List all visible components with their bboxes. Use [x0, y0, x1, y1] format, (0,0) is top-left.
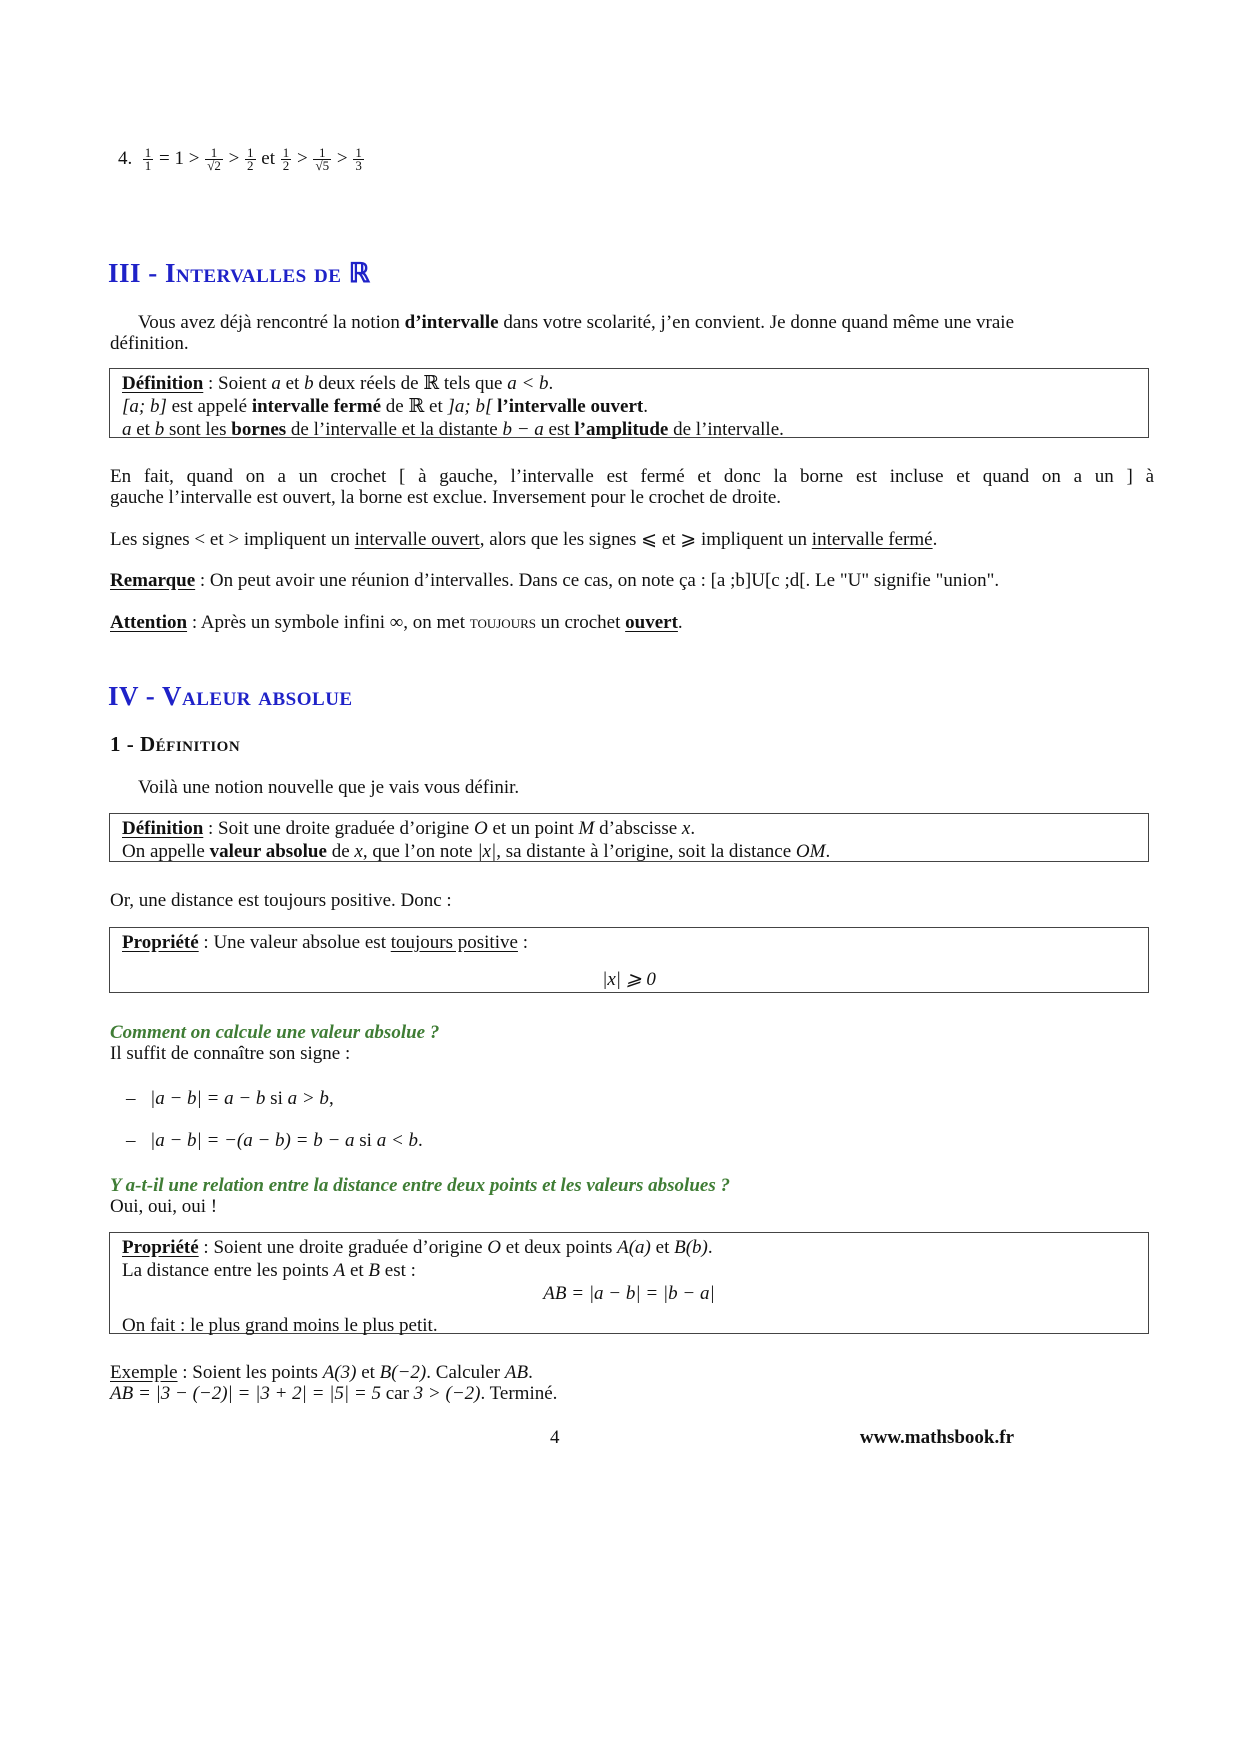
page-number: 4 [550, 1427, 560, 1448]
property-line-1: Propriété : Soient une droite graduée d’origine O et deux points A(a) et B(b). [122, 1237, 713, 1258]
definition-box-valeur-absolue [109, 813, 1149, 862]
list-item-4: 4. $\frac{1}{1}$ = 1 > $\frac{1}{√2}$ > $\frac{1}{2}$ et $\frac{1}{2}$ > $\frac{1}{√5}$ > $\frac{1}{3}$ [118, 145, 362, 174]
property-formula: AB = |a − b| = |b − a| [543, 1283, 715, 1304]
property-box-distance [109, 1232, 1149, 1334]
example-line-1: Exemple : Soient les points A(3) et B(−2). Calculer AB. [110, 1362, 533, 1383]
paragraph-crochets-line-2: gauche l’intervalle est ouvert, la borne est exclue. Inversement pour le crochet de droite. [110, 487, 782, 508]
property-line-2: La distance entre les points A et B est : [122, 1260, 416, 1281]
question-relation: Y a-t-il une relation entre la distance entre deux points et les valeurs absolues ? [110, 1175, 730, 1196]
definition-line-2: [a; b] est appelé intervalle fermé de ℝ et ]a; b[ l’intervalle ouvert. [122, 396, 649, 417]
paragraph-distance-positive: Or, une distance est toujours positive. Donc : [110, 890, 452, 911]
remark-paragraph: Remarque : On peut avoir une réunion d’intervalles. Dans ce cas, on note ça : [a ;b]U[c ;d[. Le "U" signifie "union". [110, 570, 1000, 591]
paragraph-signes: Les signes < et > impliquent un intervalle ouvert, alors que les signes ⩽ et ⩾ impliquent un intervalle fermé. [110, 529, 938, 550]
answer-calcul: Il suffit de connaître son signe : [110, 1043, 351, 1064]
fraction: $\frac{1}{1}$ [144, 145, 152, 174]
property-line-1: Propriété : Une valeur absolue est toujours positive : [122, 932, 528, 953]
subsection-title-definition: 1 - Définition [110, 732, 241, 756]
fraction: $\frac{1}{√5}$ [315, 145, 330, 174]
property-line-4: On fait : le plus grand moins le plus petit. [122, 1315, 438, 1336]
fraction: $\frac{1}{2}$ [282, 145, 290, 174]
list-item: – |a − b| = −(a − b) = b − a si a < b. [126, 1130, 423, 1151]
fraction: $\frac{1}{2}$ [247, 145, 254, 174]
definition-line-1: Définition : Soient a et b deux réels de ℝ tels que a < b. [122, 373, 554, 394]
definition-line-3: a et b sont les bornes de l’intervalle et la distante b − a est l’amplitude de l’intervalle. [122, 419, 784, 440]
footer-site-link[interactable]: www.mathsbook.fr [859, 1427, 1014, 1448]
question-calcul: Comment on calcule une valeur absolue ? [110, 1022, 440, 1043]
example-line-2: AB = |3 − (−2)| = |3 + 2| = |5| = 5 car 3 > (−2). Terminé. [110, 1383, 558, 1404]
definition-line-2: On appelle valeur absolue de x, que l’on note |x|, sa distante à l’origine, soit la distance OM. [122, 841, 831, 862]
list-item: – |a − b| = a − b si a > b, [126, 1088, 334, 1109]
section-title-intervalles: III - Intervalles de ℝ [108, 258, 371, 288]
fraction: $\frac{1}{3}$ [355, 145, 362, 174]
paragraph-intro-valeur-absolue: Voilà une notion nouvelle que je vais vous définir. [138, 777, 520, 798]
property-box-positive [109, 927, 1149, 993]
definition-line-1: Définition : Soit une droite graduée d’origine O et un point M d’abscisse x. [122, 818, 696, 839]
answer-relation: Oui, oui, oui ! [110, 1196, 218, 1217]
paragraph-intro-intervalle-cont: définition. [110, 333, 189, 354]
paragraph-intro-intervalle: Vous avez déjà rencontré la notion d’intervalle dans votre scolarité, j’en convient. Je donne quand même une vraie [138, 312, 1015, 333]
paragraph-crochets-line-1: En fait, quand on a un crochet [ à gauche, l’intervalle est fermé et donc la borne est incluse et quand on a un ] à [110, 466, 1154, 487]
definition-box-intervalle [109, 368, 1149, 438]
fraction: $\frac{1}{√2}$ [207, 145, 221, 174]
section-title-valeur-absolue: IV - Valeur absolue [108, 681, 353, 711]
property-formula: |x| ⩾ 0 [602, 969, 656, 990]
attention-paragraph: Attention : Après un symbole infini ∞, on met toujours un crochet ouvert. [110, 612, 683, 633]
